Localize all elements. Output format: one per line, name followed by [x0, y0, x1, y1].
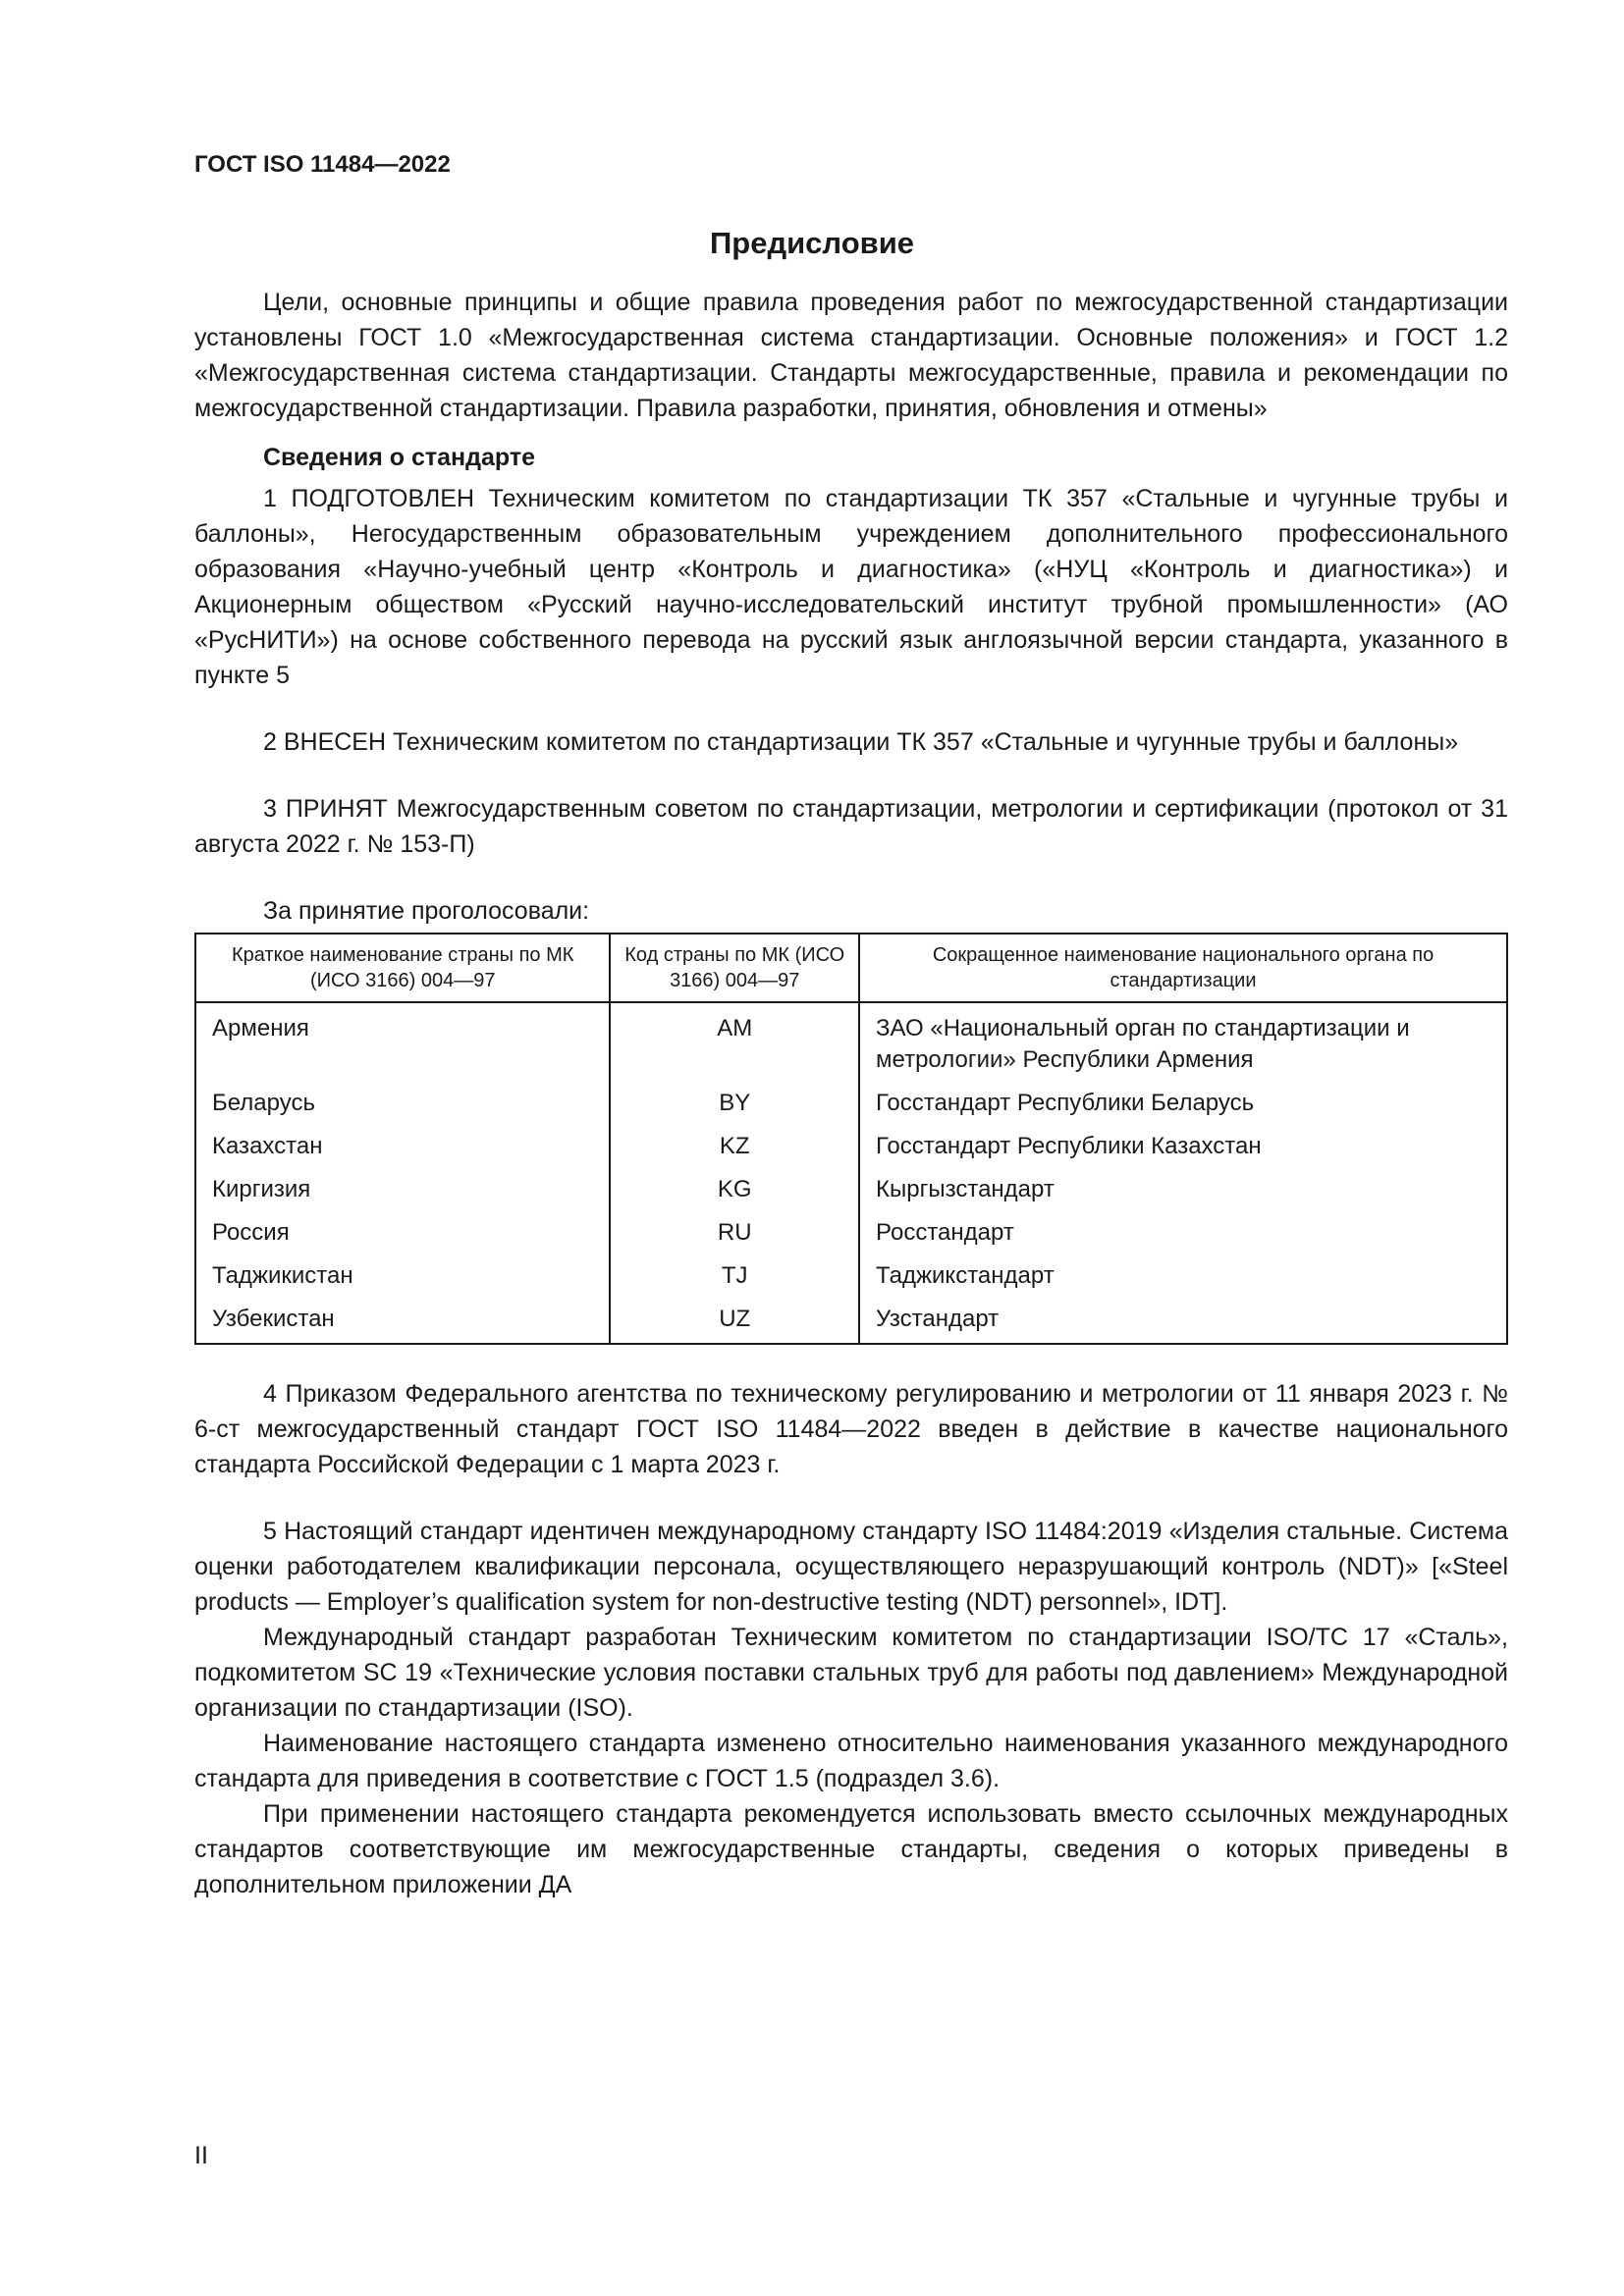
table-row — [195, 1125, 1507, 1168]
document-id-header: ГОСТ ISO 11484—2022 — [194, 151, 451, 178]
code-cell: BY — [610, 1082, 859, 1125]
body-cell: Госстандарт Республики Казахстан — [859, 1125, 1507, 1168]
item-3-paragraph: 3 ПРИНЯТ Межгосударственным советом по стандартизации, метрологии и сертификации (протокол от 31 августа 2022 г. № 153-П) — [194, 795, 1508, 858]
column-header-body: Сокращенное наименование национального органа по стандартизации — [859, 934, 1507, 1002]
document-body — [194, 285, 1508, 1902]
body-cell: Кыргызстандарт — [859, 1168, 1507, 1211]
table-header-row — [195, 934, 1507, 1002]
table-row — [195, 1211, 1507, 1255]
code-cell: UZ — [610, 1298, 859, 1344]
table-row — [195, 1168, 1507, 1211]
table-row — [195, 1082, 1507, 1125]
country-cell: Киргизия — [195, 1168, 610, 1211]
page-number: II — [194, 2142, 208, 2169]
table-row — [195, 1298, 1507, 1344]
column-header-country: Краткое наименование страны по МК (ИСО 3166) 004—97 — [195, 934, 610, 1002]
intro-paragraph: Цели, основные принципы и общие правила проведения работ по межгосударственной стандартизации установлены ГОСТ 1.0 «Межгосударственная система стандартизации. Основные положения» и ГОСТ 1.2 «Межгосударственная система стандартизации. Стандарты межгосударственные, правила и рекомендации по межгосударственной стандартизации. Правила разработки, принятия, обновления и отмены» — [194, 289, 1508, 422]
body-cell: Госстандарт Республики Беларусь — [859, 1082, 1507, 1125]
country-cell: Узбекистан — [195, 1298, 610, 1344]
section-heading: Сведения о стандарте — [263, 444, 536, 471]
table-row — [195, 1002, 1507, 1082]
country-cell: Беларусь — [195, 1082, 610, 1125]
code-cell: TJ — [610, 1255, 859, 1298]
code-cell: RU — [610, 1211, 859, 1255]
item-4-paragraph: 4 Приказом Федерального агентства по техническому регулированию и метрологии от 11 января 2023 г. № 6-ст межгосударственный стандарт ГОСТ ISO 11484—2022 введен в действие в качестве национального стандарта Российской Федерации с 1 марта 2023 г. — [194, 1380, 1508, 1478]
country-cell: Таджикистан — [195, 1255, 610, 1298]
country-cell: Россия — [195, 1211, 610, 1255]
body-cell: Росстандарт — [859, 1211, 1507, 1255]
country-cell: Казахстан — [195, 1125, 610, 1168]
item-5-title-change-paragraph: Наименование настоящего стандарта изменено относительно наименования указанного международного стандарта для приведения в соответствие с ГОСТ 1.5 (подраздел 3.6). — [194, 1730, 1508, 1792]
body-cell: ЗАО «Национальный орган по стандартизации и метрологии» Республики Армения — [859, 1002, 1507, 1082]
item-5-references-paragraph: При применении настоящего стандарта рекомендуется использовать вместо ссылочных международных стандартов соответствующие им межгосударственные стандарты, сведения о которых приведены в дополнительном приложении ДА — [194, 1800, 1508, 1898]
table-row — [195, 1255, 1507, 1298]
code-cell: KG — [610, 1168, 859, 1211]
country-cell: Армения — [195, 1002, 610, 1082]
item-1-paragraph: 1 ПОДГОТОВЛЕН Техническим комитетом по стандартизации ТК 357 «Стальные и чугунные трубы и баллоны», Негосударственным образовательным учреждением дополнительного профессионального образования «Научно-учебный центр «Контроль и диагностика» («НУЦ «Контроль и диагностика») и Акционерным обществом «Русский научно-исследовательский институт трубной промышленности» (АО «РусНИТИ») на основе собственного перевода на русский язык англоязычной версии стандарта, указанного в пункте 5 — [194, 485, 1508, 689]
item-2-paragraph: 2 ВНЕСЕН Техническим комитетом по стандартизации ТК 357 «Стальные и чугунные трубы и баллоны» — [263, 728, 1459, 756]
item-5-origin-paragraph: Международный стандарт разработан Техническим комитетом по стандартизации ISO/TC 17 «Сталь», подкомитетом SC 19 «Технические условия поставки стальных труб для работы под давлением» Международной организации по стандартизации (ISO). — [194, 1624, 1508, 1722]
page-title: Предисловие — [709, 226, 914, 260]
body-cell: Таджикстандарт — [859, 1255, 1507, 1298]
body-cell: Узстандарт — [859, 1298, 1507, 1344]
voting-countries-table — [194, 933, 1508, 1345]
code-cell: AM — [610, 1002, 859, 1082]
item-5-paragraph: 5 Настоящий стандарт идентичен международному стандарту ISO 11484:2019 «Изделия стальные. Система оценки работодателем квалификации персонала, осуществляющего неразрушающий контроль (NDT)» [«Steel products — Employer’s qualification system for non-destructive testing (NDT) personnel», IDT]. — [194, 1518, 1508, 1616]
column-header-code: Код страны по МК (ИСО 3166) 004—97 — [610, 934, 859, 1002]
code-cell: KZ — [610, 1125, 859, 1168]
vote-intro: За принятие проголосовали: — [263, 897, 590, 925]
